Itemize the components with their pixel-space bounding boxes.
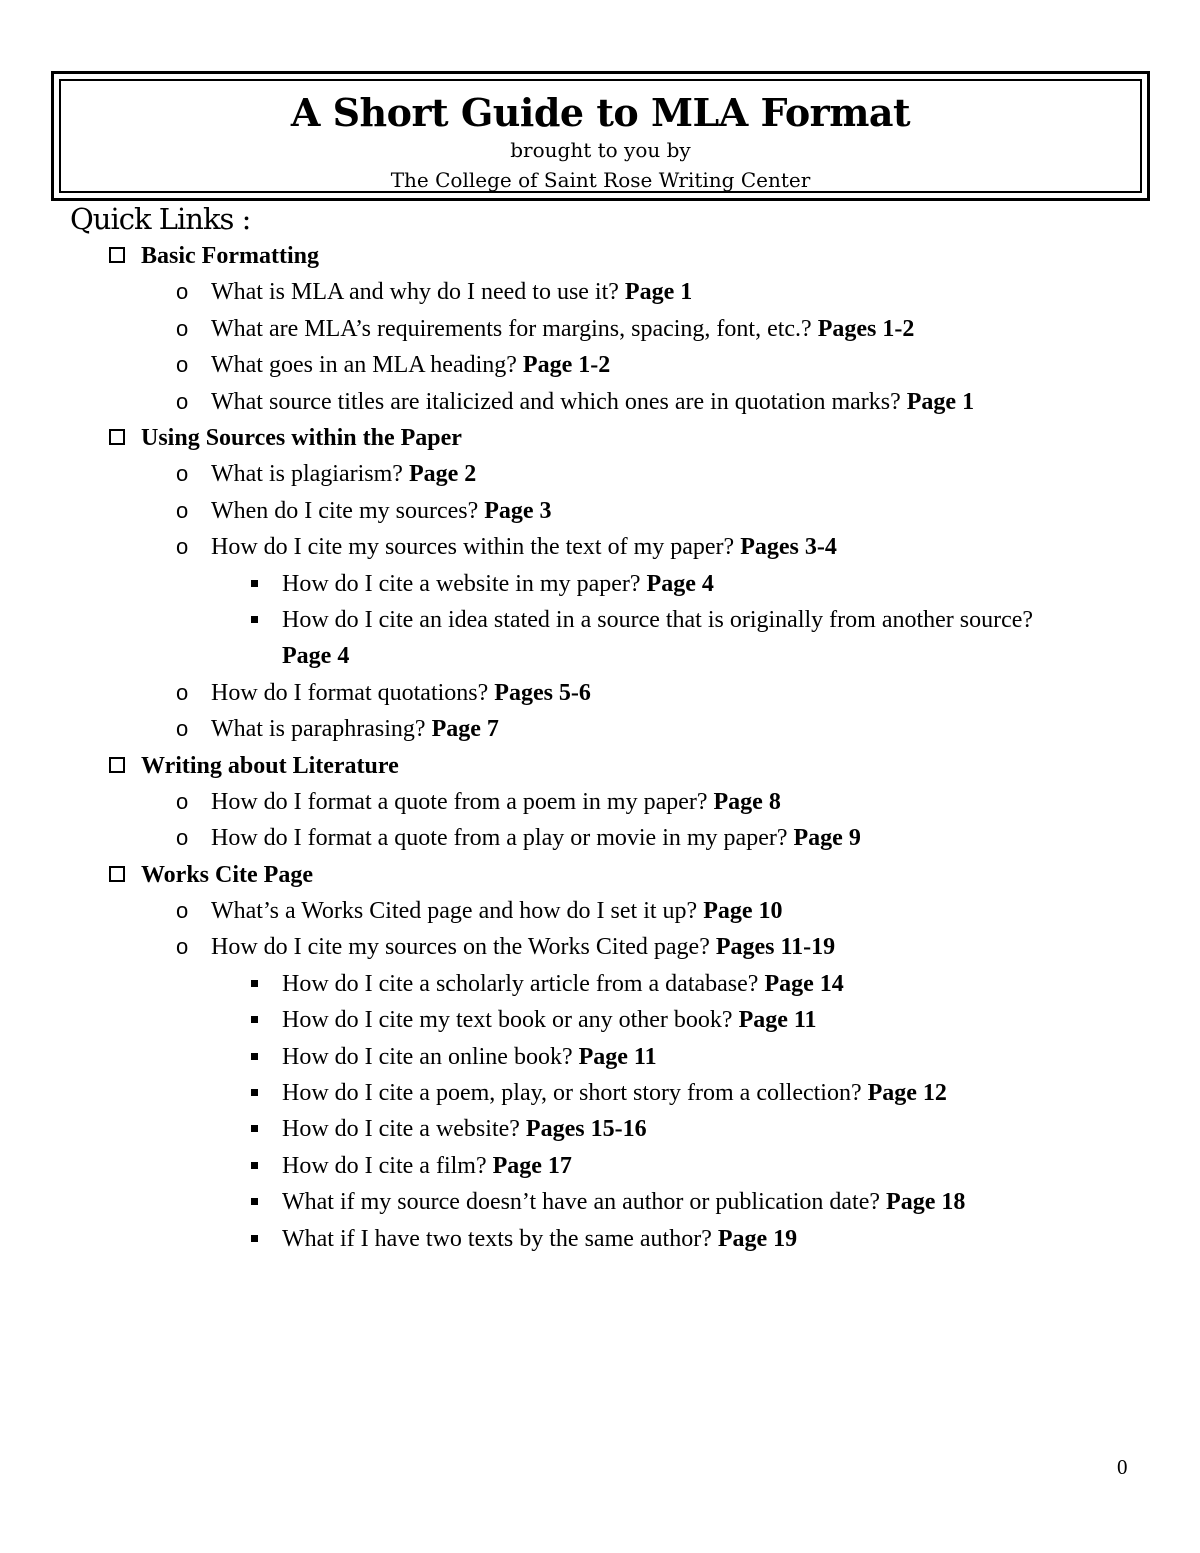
- item-page-reference[interactable]: Page 1: [624, 279, 693, 306]
- circle-bullet-icon: o: [176, 934, 189, 960]
- item-question: How do I cite my sources within the text of my paper?: [211, 534, 741, 561]
- square-bullet-icon: [251, 1089, 258, 1096]
- sub-list-item[interactable]: [0, 1039, 1200, 1075]
- square-bullet-icon: [251, 980, 258, 987]
- item-question: How do I cite a website in my paper?: [282, 570, 647, 597]
- item-page-reference[interactable]: Page 11: [738, 1007, 817, 1034]
- sub-list-item[interactable]: [0, 1184, 1200, 1220]
- item-page-reference[interactable]: Page 11: [578, 1043, 657, 1070]
- circle-bullet-icon: o: [176, 388, 189, 414]
- checkbox-icon[interactable]: [109, 866, 125, 882]
- item-question: How do I cite my text book or any other book?: [282, 1007, 739, 1034]
- item-page-reference[interactable]: Page 1: [906, 388, 975, 415]
- circle-bullet-icon: o: [176, 825, 189, 851]
- square-bullet-icon: [251, 1125, 258, 1132]
- list-item[interactable]: [0, 311, 1200, 347]
- item-question: How do I cite an idea stated in a source that is originally from another source?: [282, 606, 1034, 633]
- quick-links-list: [0, 238, 1200, 1257]
- item-question: What’s a Works Cited page and how do I set it up?: [211, 898, 704, 925]
- circle-bullet-icon: o: [176, 788, 189, 814]
- item-page-reference[interactable]: Page 19: [717, 1225, 798, 1252]
- circle-bullet-icon: o: [176, 279, 189, 305]
- section-title: Writing about Literature: [141, 752, 399, 779]
- square-bullet-icon: [251, 1198, 258, 1205]
- item-question: What is MLA and why do I need to use it?: [211, 279, 625, 306]
- page-number: 0: [1117, 1455, 1128, 1479]
- title-box: [51, 71, 1150, 201]
- item-page-reference[interactable]: Page 4: [282, 643, 350, 670]
- square-bullet-icon: [251, 580, 258, 587]
- sub-list-item[interactable]: [0, 1148, 1200, 1184]
- list-item[interactable]: [0, 929, 1200, 965]
- item-question: How do I cite a poem, play, or short story from a collection?: [282, 1080, 868, 1107]
- square-bullet-icon: [251, 1235, 258, 1242]
- circle-bullet-icon: o: [176, 352, 189, 378]
- section-heading[interactable]: [0, 420, 1200, 456]
- list-item[interactable]: [0, 711, 1200, 747]
- item-page-reference[interactable]: Pages 15-16: [525, 1116, 647, 1143]
- circle-bullet-icon: o: [176, 898, 189, 924]
- item-question: What if I have two texts by the same author?: [282, 1225, 718, 1252]
- square-bullet-icon: [251, 616, 258, 623]
- item-question: How do I format a quote from a play or movie in my paper?: [211, 825, 794, 852]
- circle-bullet-icon: o: [176, 716, 189, 742]
- list-item[interactable]: [0, 493, 1200, 529]
- section-title: Basic Formatting: [141, 243, 319, 269]
- item-page-reference[interactable]: Page 8: [713, 788, 781, 815]
- item-question: How do I format quotations?: [211, 679, 495, 706]
- circle-bullet-icon: o: [176, 497, 189, 523]
- item-question: How do I cite an online book?: [282, 1043, 579, 1070]
- quick-links-heading: Quick Links :: [70, 202, 251, 236]
- subtitle-line-1: brought to you by: [510, 138, 691, 162]
- subtitle-line-2: The College of Saint Rose Writing Center: [390, 168, 811, 192]
- item-question: What are MLA’s requirements for margins, spacing, font, etc.?: [211, 315, 818, 342]
- square-bullet-icon: [251, 1162, 258, 1169]
- item-question: What goes in an MLA heading?: [211, 352, 523, 379]
- list-item[interactable]: [0, 529, 1200, 565]
- sub-list-item[interactable]: [0, 566, 1200, 602]
- circle-bullet-icon: o: [176, 534, 189, 560]
- item-page-reference[interactable]: Page 3: [484, 497, 552, 524]
- item-question: What is paraphrasing?: [211, 716, 432, 743]
- list-item[interactable]: [0, 675, 1200, 711]
- list-item[interactable]: [0, 347, 1200, 383]
- square-bullet-icon: [251, 1016, 258, 1023]
- title-box-inner: [59, 79, 1142, 193]
- sub-list-item[interactable]: [0, 966, 1200, 1002]
- list-item[interactable]: [0, 384, 1200, 420]
- checkbox-icon[interactable]: [109, 247, 125, 263]
- document-title: A Short Guide to MLA Format: [290, 90, 911, 135]
- item-question: How do I format a quote from a poem in my paper?: [211, 788, 714, 815]
- item-question: How do I cite a scholarly article from a database?: [282, 970, 765, 997]
- sub-list-item[interactable]: [0, 1111, 1200, 1147]
- item-question: What is plagiarism?: [211, 461, 409, 488]
- section-title: Works Cite Page: [141, 861, 313, 888]
- item-page-reference[interactable]: Page 17: [492, 1152, 572, 1179]
- sub-list-item[interactable]: [0, 602, 1200, 675]
- item-question: How do I cite a website?: [282, 1116, 526, 1143]
- item-page-reference[interactable]: Pages 5-6: [494, 679, 591, 706]
- sub-list-item[interactable]: [0, 1075, 1200, 1111]
- item-question: How do I cite a film?: [282, 1152, 493, 1179]
- item-page-reference[interactable]: Page 7: [431, 716, 499, 743]
- item-page-reference[interactable]: Page 18: [886, 1189, 966, 1216]
- item-page-reference[interactable]: Page 12: [867, 1080, 947, 1107]
- item-page-reference[interactable]: Page 10: [703, 898, 783, 925]
- section-heading[interactable]: [0, 857, 1200, 893]
- item-page-reference[interactable]: Pages 11-19: [715, 934, 836, 961]
- item-page-reference[interactable]: Page 2: [408, 461, 477, 488]
- item-question: When do I cite my sources?: [211, 497, 485, 524]
- list-item[interactable]: [0, 893, 1200, 929]
- square-bullet-icon: [251, 1053, 258, 1060]
- item-page-reference[interactable]: Pages 1-2: [817, 315, 915, 342]
- circle-bullet-icon: o: [176, 461, 189, 487]
- list-item[interactable]: [0, 274, 1200, 310]
- item-question: What if my source doesn’t have an author or publication date?: [282, 1189, 887, 1216]
- list-item[interactable]: [0, 456, 1200, 492]
- section-title: Using Sources within the Paper: [141, 424, 462, 451]
- checkbox-icon[interactable]: [109, 757, 125, 773]
- item-question: How do I cite my sources on the Works Cited page?: [211, 934, 716, 961]
- list-item[interactable]: [0, 820, 1200, 856]
- item-page-reference[interactable]: Page 14: [764, 970, 844, 997]
- item-page-reference[interactable]: Pages 3-4: [740, 534, 837, 561]
- item-page-reference[interactable]: Page 4: [646, 570, 714, 597]
- item-question: What source titles are italicized and which ones are in quotation marks?: [211, 388, 907, 415]
- section-heading[interactable]: [0, 238, 1200, 274]
- circle-bullet-icon: o: [176, 315, 189, 341]
- sub-list-item[interactable]: [0, 1002, 1200, 1038]
- sub-list-item[interactable]: [0, 1221, 1200, 1257]
- item-page-reference[interactable]: Page 1-2: [522, 352, 611, 379]
- list-item[interactable]: [0, 784, 1200, 820]
- checkbox-icon[interactable]: [109, 429, 125, 445]
- item-page-reference[interactable]: Page 9: [793, 825, 861, 852]
- section-heading[interactable]: [0, 748, 1200, 784]
- circle-bullet-icon: o: [176, 679, 189, 705]
